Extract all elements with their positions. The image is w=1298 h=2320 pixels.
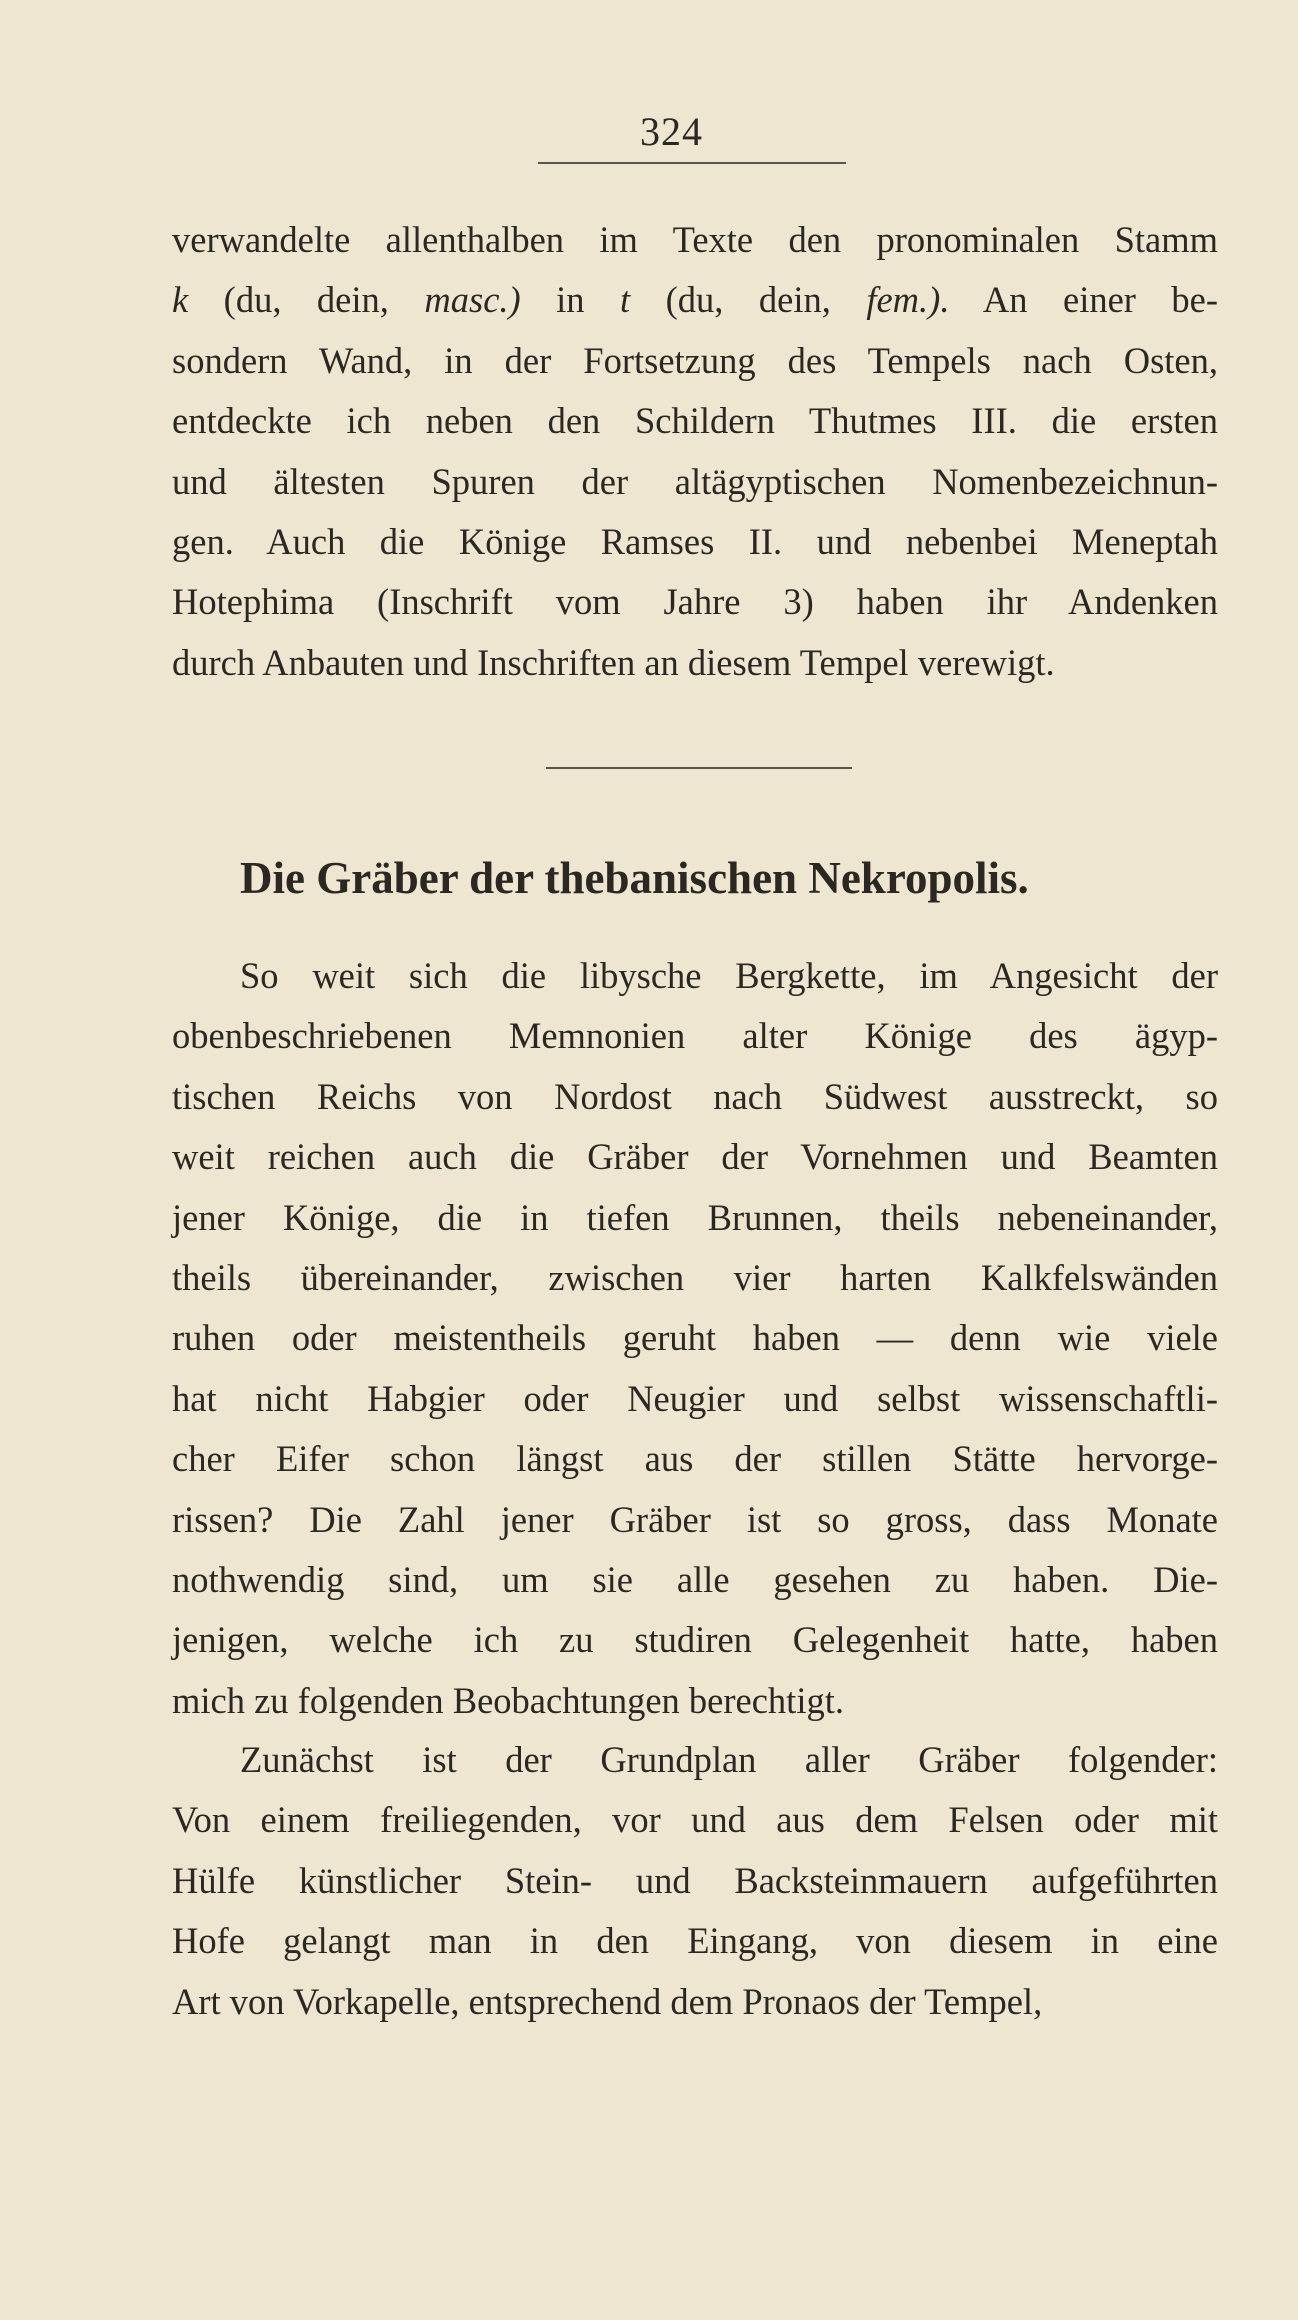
text-run: durch Anbauten und Inschriften an diesem Tempel verewigt. [172, 641, 1055, 683]
text-run: k [172, 279, 189, 321]
text-run: (du, dein, [188, 279, 425, 321]
text-run: entdeckte ich neben den Schildern Thutmes III. die ersten [172, 400, 1218, 442]
text-run: An einer be- [949, 279, 1219, 321]
text-run: gen. Auch die Könige Ramses II. und nebenbei Meneptah [172, 521, 1218, 563]
text-line: Hülfe künstlicher Stein- und Backsteinmauern aufgeführten [172, 1859, 1218, 1901]
paragraph-3 [172, 1730, 1218, 2032]
text-line: theils übereinander, zwischen vier harten Kalkfelswänden [172, 1257, 1218, 1299]
text-line: cher Eifer schon längst aus der stillen Stätte hervorge- [172, 1438, 1218, 1480]
text-run: verwandelte allenthalben im Texte den pronominalen Stamm [172, 219, 1218, 260]
text-run: t [620, 279, 631, 321]
text-run: und ältesten Spuren der altägyptischen Nomenbezeichnun- [172, 460, 1218, 502]
text-line [172, 391, 1218, 451]
text-line: jenigen, welche ich zu studiren Gelegenheit hatte, haben [172, 1619, 1218, 1661]
section-heading: Die Gräber der thebanischen Nekropolis. [240, 853, 1029, 903]
text-line [172, 512, 1218, 572]
paragraph-2 [172, 946, 1218, 1731]
text-line: Zunächst ist der Grundplan aller Gräber folgender: [240, 1739, 1218, 1780]
text-line: hat nicht Habgier oder Neugier und selbst wissenschaftli- [172, 1377, 1218, 1419]
text-run: Hotephima (Inschrift vom Jahre 3) haben ihr Andenken [172, 581, 1218, 623]
text-line: nothwendig sind, um sie alle gesehen zu haben. Die- [172, 1559, 1218, 1601]
text-line: weit reichen auch die Gräber der Vornehmen und Beamten [172, 1136, 1218, 1178]
page-number: 324 [640, 109, 703, 154]
section-divider [546, 767, 852, 769]
text-line: tischen Reichs von Nordost nach Südwest ausstreckt, so [172, 1075, 1218, 1117]
text-line: Hofe gelangt man in den Eingang, von diesem in eine [172, 1920, 1218, 1962]
header-rule [538, 162, 846, 164]
paragraph-1 [172, 210, 1218, 693]
text-line [172, 210, 1218, 270]
text-line: ruhen oder meistentheils geruht haben — denn wie viele [172, 1317, 1218, 1359]
text-run: (du, dein, [630, 279, 867, 321]
text-line: Von einem freiliegenden, vor und aus dem Felsen oder mit [172, 1799, 1218, 1841]
text-line: mich zu folgenden Beobachtungen berechtigt. [172, 1679, 844, 1721]
text-line: jener Könige, die in tiefen Brunnen, theils nebeneinander, [172, 1196, 1218, 1238]
text-line [172, 633, 1218, 693]
text-run: masc.) [424, 279, 521, 321]
text-line: Art von Vorkapelle, entsprechend dem Pronaos der Tempel, [172, 1980, 1043, 2022]
text-line: obenbeschriebenen Memnonien alter Könige des ägyp- [172, 1015, 1218, 1057]
text-run: fem.). [866, 279, 950, 321]
text-line [172, 331, 1218, 391]
text-run: in [520, 279, 621, 321]
text-line: rissen? Die Zahl jener Gräber ist so gross, dass Monate [172, 1498, 1218, 1540]
text-run: sondern Wand, in der Fortsetzung des Tempels nach Osten, [172, 339, 1218, 381]
text-line: So weit sich die libysche Bergkette, im Angesicht der [240, 955, 1218, 996]
text-line [172, 270, 1218, 330]
text-line [172, 572, 1218, 632]
text-line [172, 452, 1218, 512]
